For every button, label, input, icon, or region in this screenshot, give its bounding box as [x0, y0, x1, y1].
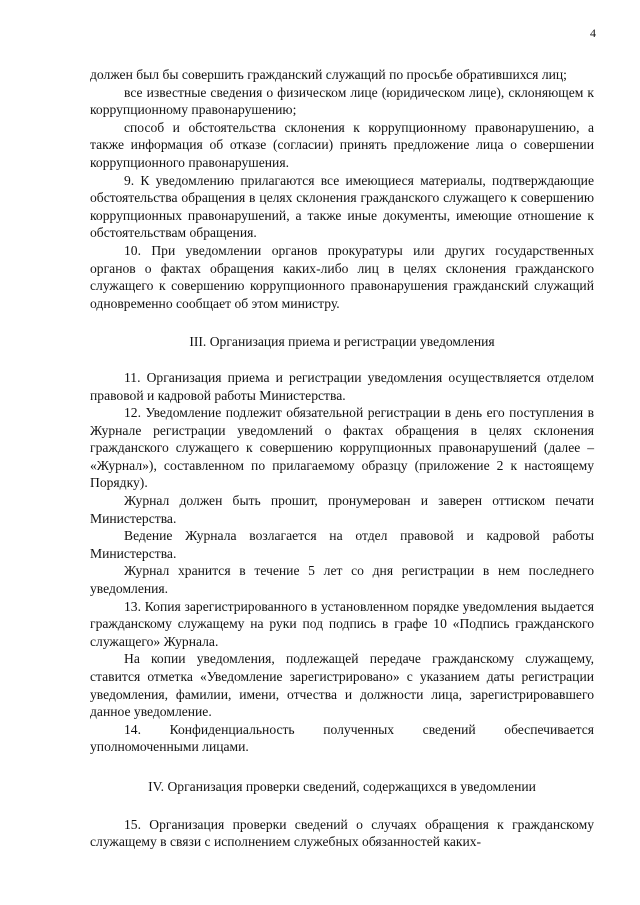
paragraph: способ и обстоятельства склонения к коррупционному правонарушению, а также информация об отказе (согласии) принять предложение лица о совершении коррупционного правонарушения.	[90, 119, 594, 170]
paragraph: все известные сведения о физическом лице (юридическом лице), склоняющем к коррупционному правонарушению;	[90, 84, 594, 118]
page-number: 4	[590, 26, 596, 40]
document-body	[90, 66, 594, 851]
paragraph: 13. Копия зарегистрированного в установленном порядке уведомления выдается гражданскому служащему на руки под подпись в графе 10 «Подпись гражданского служащего» Журнала.	[90, 598, 594, 649]
paragraph: 10. При уведомлении органов прокуратуры или других государственных органов о фактах обращения каких-либо лиц в целях склонения гражданского служащего к совершению коррупционного правонарушения гражданский служащий одновременно сообщает об этом министру.	[90, 242, 594, 311]
paragraph: 9. К уведомлению прилагаются все имеющиеся материалы, подтверждающие обстоятельства обращения в целях склонения гражданского служащего к совершению коррупционных правонарушений, а также иные документы, имеющие отношение к обстоятельствам обращения.	[90, 172, 594, 241]
paragraph: На копии уведомления, подлежащей передаче гражданскому служащему, ставится отметка «Уведомление зарегистрировано» с указанием даты регистрации уведомления, фамилии, имени, отчества и должности лица, зарегистрировавшего данное уведомление.	[90, 651, 594, 720]
section-heading-4: IV. Организация проверки сведений, содержащихся в уведомлении	[148, 778, 536, 794]
paragraph: 11. Организация приема и регистрации уведомления осуществляется отделом правовой и кадровой работы Министерства.	[90, 369, 594, 403]
paragraph: Ведение Журнала возлагается на отдел правовой и кадровой работы Министерства.	[90, 528, 594, 561]
paragraph: 12. Уведомление подлежит обязательной регистрации в день его поступления в Журнале регистрации уведомлений о фактах обращения в целях склонения гражданского служащего к совершению коррупционных правонарушений (далее – «Журнал»), составленном по прилагаемому образцу (приложение 2 к настоящему Порядку).	[90, 405, 594, 491]
section-heading-3: III. Организация приема и регистрации уведомления	[189, 334, 495, 350]
paragraph: Журнал хранится в течение 5 лет со дня регистрации в нем последнего уведомления.	[90, 563, 594, 597]
paragraph: 15. Организация проверки сведений о случаях обращения к гражданскому служащему в связи с исполнением служебных обязанностей каких-	[90, 816, 594, 850]
paragraph: должен был бы совершить гражданский служащий по просьбе обратившихся лиц;	[90, 67, 567, 82]
paragraph: Журнал должен быть прошит, пронумерован и заверен оттиском печати Министерства.	[90, 493, 594, 526]
paragraph: 14. Конфиденциальность полученных сведений обеспечивается уполномоченными лицами.	[90, 721, 594, 755]
